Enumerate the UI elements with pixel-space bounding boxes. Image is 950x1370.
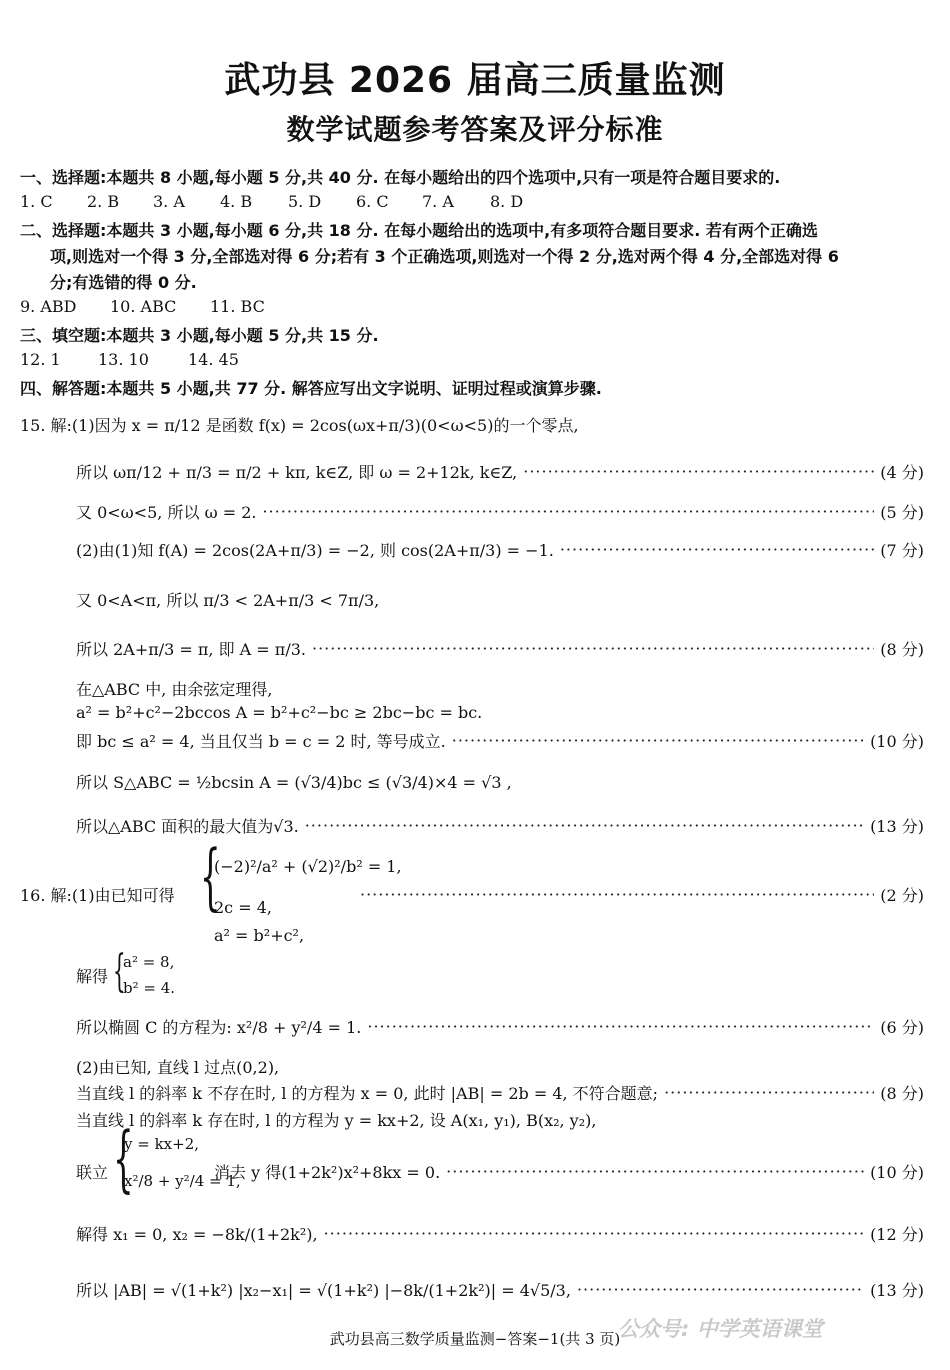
q15-step-text: 所以△ABC 面积的最大值为√3. [76, 817, 299, 836]
system-brace: { [113, 1116, 134, 1200]
q16-step [76, 1015, 924, 1038]
q15-step-text: 又 0<A<π, 所以 π/3 < 2A+π/3 < 7π/3, [76, 591, 380, 610]
part2-heading-line3: 分;有选错的得 0 分. [50, 273, 197, 292]
part1-answer: 5. D [288, 192, 322, 211]
leader-dots [452, 731, 864, 750]
q16-step [76, 1222, 924, 1245]
page-title: 武功县 2026 届高三质量监测 [224, 60, 726, 101]
score-points: (7 分) [880, 541, 924, 560]
part1-answer: 6. C [356, 192, 389, 211]
leader-dots [305, 816, 864, 835]
part2-answer: 9. ABD [20, 297, 77, 316]
part1-answer: 8. D [490, 192, 524, 211]
q16-join-label: 联立 [76, 1163, 109, 1182]
part1-answer: 1. C [20, 192, 53, 211]
leader-dots [360, 885, 874, 904]
q16-solution: b² = 4. [123, 979, 176, 997]
score-points: (13 分) [870, 817, 924, 836]
leader-dots [446, 1162, 864, 1181]
q15-intro: 15. 解:(1)因为 x = π/12 是函数 f(x) = 2cos(ωx+π/3)(0<ω<5)的一个零点, [20, 416, 579, 435]
part1-heading: 一、选择题:本题共 8 小题,每小题 5 分,共 40 分. 在每小题给出的四个选项中,只有一项是符合题目要求的. [20, 168, 781, 187]
system-brace: { [200, 834, 221, 918]
leader-dots [262, 502, 874, 521]
page-footer: 武功县高三数学质量监测−答案−1(共 3 页) [329, 1330, 621, 1348]
q16-step-text: 消去 y 得(1+2k²)x²+8kx = 0. [214, 1163, 441, 1182]
q15-step-text: a² = b²+c²−2bccos A = b²+c²−bc ≥ 2bc−bc = bc. [76, 703, 483, 722]
q15-step-text: (2)由(1)知 f(A) = 2cos(2A+π/3) = −2, 则 cos(2A+π/3) = −1. [76, 541, 554, 560]
leader-dots [312, 639, 874, 658]
part1-answer: 7. A [422, 192, 454, 211]
score-points: (12 分) [870, 1225, 924, 1244]
q15-step-text: 所以 2A+π/3 = π, 即 A = π/3. [76, 640, 306, 659]
q16-step-text: 所以椭圆 C 的方程为: x²/8 + y²/4 = 1. [76, 1018, 362, 1037]
q16-solve-label: 解得 [76, 967, 109, 986]
leader-dots [324, 1224, 864, 1243]
q15-step-text: 所以 ωπ/12 + π/3 = π/2 + kπ, k∈Z, 即 ω = 2+12k, k∈Z, [76, 463, 518, 482]
part3-answer: 12. 1 [20, 350, 61, 369]
q16-step-text: (2)由已知, 直线 l 过点(0,2), [76, 1058, 280, 1077]
q15-step-text: 又 0<ω<5, 所以 ω = 2. [76, 503, 257, 522]
part3-answer: 14. 45 [188, 350, 239, 369]
page-subtitle: 数学试题参考答案及评分标准 [286, 113, 664, 146]
q16-step [76, 1081, 924, 1104]
q16-step-text: 当直线 l 的斜率 k 不存在时, l 的方程为 x = 0, 此时 |AB| = 2b = 4, 不符合题意; [76, 1084, 659, 1103]
score-points: (8 分) [880, 1084, 924, 1103]
score-points: (5 分) [880, 503, 924, 522]
q16-step-text: 所以 |AB| = √(1+k²) |x₂−x₁| = √(1+k²) |−8k/(1+2k²)| = 4√5/3, [76, 1281, 571, 1300]
q16-solution: a² = 8, [123, 953, 175, 971]
q15-step-text: 即 bc ≤ a² = 4, 当且仅当 b = c = 2 时, 等号成立. [76, 732, 446, 751]
watermark: 公众号: 中学英语课堂 [618, 1317, 823, 1341]
score-points: (8 分) [880, 640, 924, 659]
leader-dots [577, 1280, 864, 1299]
q15-step [76, 729, 924, 752]
part3-heading: 三、填空题:本题共 3 小题,每小题 5 分,共 15 分. [20, 326, 379, 345]
q16-system-eq: 2c = 4, [214, 898, 272, 917]
q15-step-text: 在△ABC 中, 由余弦定理得, [76, 680, 273, 699]
part2-heading-line1: 二、选择题:本题共 3 小题,每小题 6 分,共 18 分. 在每小题给出的选项中,有多项符合题目要求. 若有两个正确选 [20, 221, 818, 240]
leader-dots [367, 1017, 874, 1036]
part4-heading: 四、解答题:本题共 5 小题,共 77 分. 解答应写出文字说明、证明过程或演算步骤. [20, 379, 602, 398]
part2-answer: 11. BC [210, 297, 265, 316]
q16-system-eq: x²/8 + y²/4 = 1, [124, 1172, 241, 1190]
q16-system-eq: y = kx+2, [124, 1135, 200, 1153]
score-points: (6 分) [880, 1018, 924, 1037]
part1-answer: 4. B [220, 192, 253, 211]
system-brace: { [113, 946, 126, 997]
q15-step [76, 637, 924, 660]
score-points: (13 分) [870, 1281, 924, 1300]
score-points: (4 分) [880, 463, 924, 482]
q16-step-text: 当直线 l 的斜率 k 存在时, l 的方程为 y = kx+2, 设 A(x₁, y₁), B(x₂, y₂), [76, 1111, 597, 1130]
part1-answer: 2. B [87, 192, 120, 211]
score-points: (10 分) [870, 1163, 924, 1182]
part2-answer: 10. ABC [110, 297, 177, 316]
score-points: (2 分) [880, 886, 924, 905]
q16-step [214, 1160, 924, 1183]
score-points: (10 分) [870, 732, 924, 751]
part1-answer: 3. A [153, 192, 185, 211]
q15-step [76, 538, 924, 561]
q16-step [76, 1278, 924, 1301]
q15-step [76, 460, 924, 483]
part2-heading-line2: 项,则选对一个得 3 分,全部选对得 6 分;若有 3 个正确选项,则选对一个得 2 分,选对两个得 4 分,全部选对得 6 [50, 247, 839, 266]
q15-step [76, 500, 924, 523]
q16-step-text: 解得 x₁ = 0, x₂ = −8k/(1+2k²), [76, 1225, 318, 1244]
leader-dots [664, 1083, 874, 1102]
q16-system-eq: (−2)²/a² + (√2)²/b² = 1, [214, 857, 402, 876]
part3-answer: 13. 10 [98, 350, 149, 369]
q16-system-eq: a² = b²+c², [214, 926, 305, 945]
leader-dots [523, 462, 874, 481]
q16-step [360, 883, 924, 906]
q15-step-text: 所以 S△ABC = ½bcsin A = (√3/4)bc ≤ (√3/4)×4 = √3 , [76, 773, 512, 792]
q16-intro: 16. 解:(1)由已知可得 [20, 886, 175, 905]
leader-dots [560, 540, 874, 559]
